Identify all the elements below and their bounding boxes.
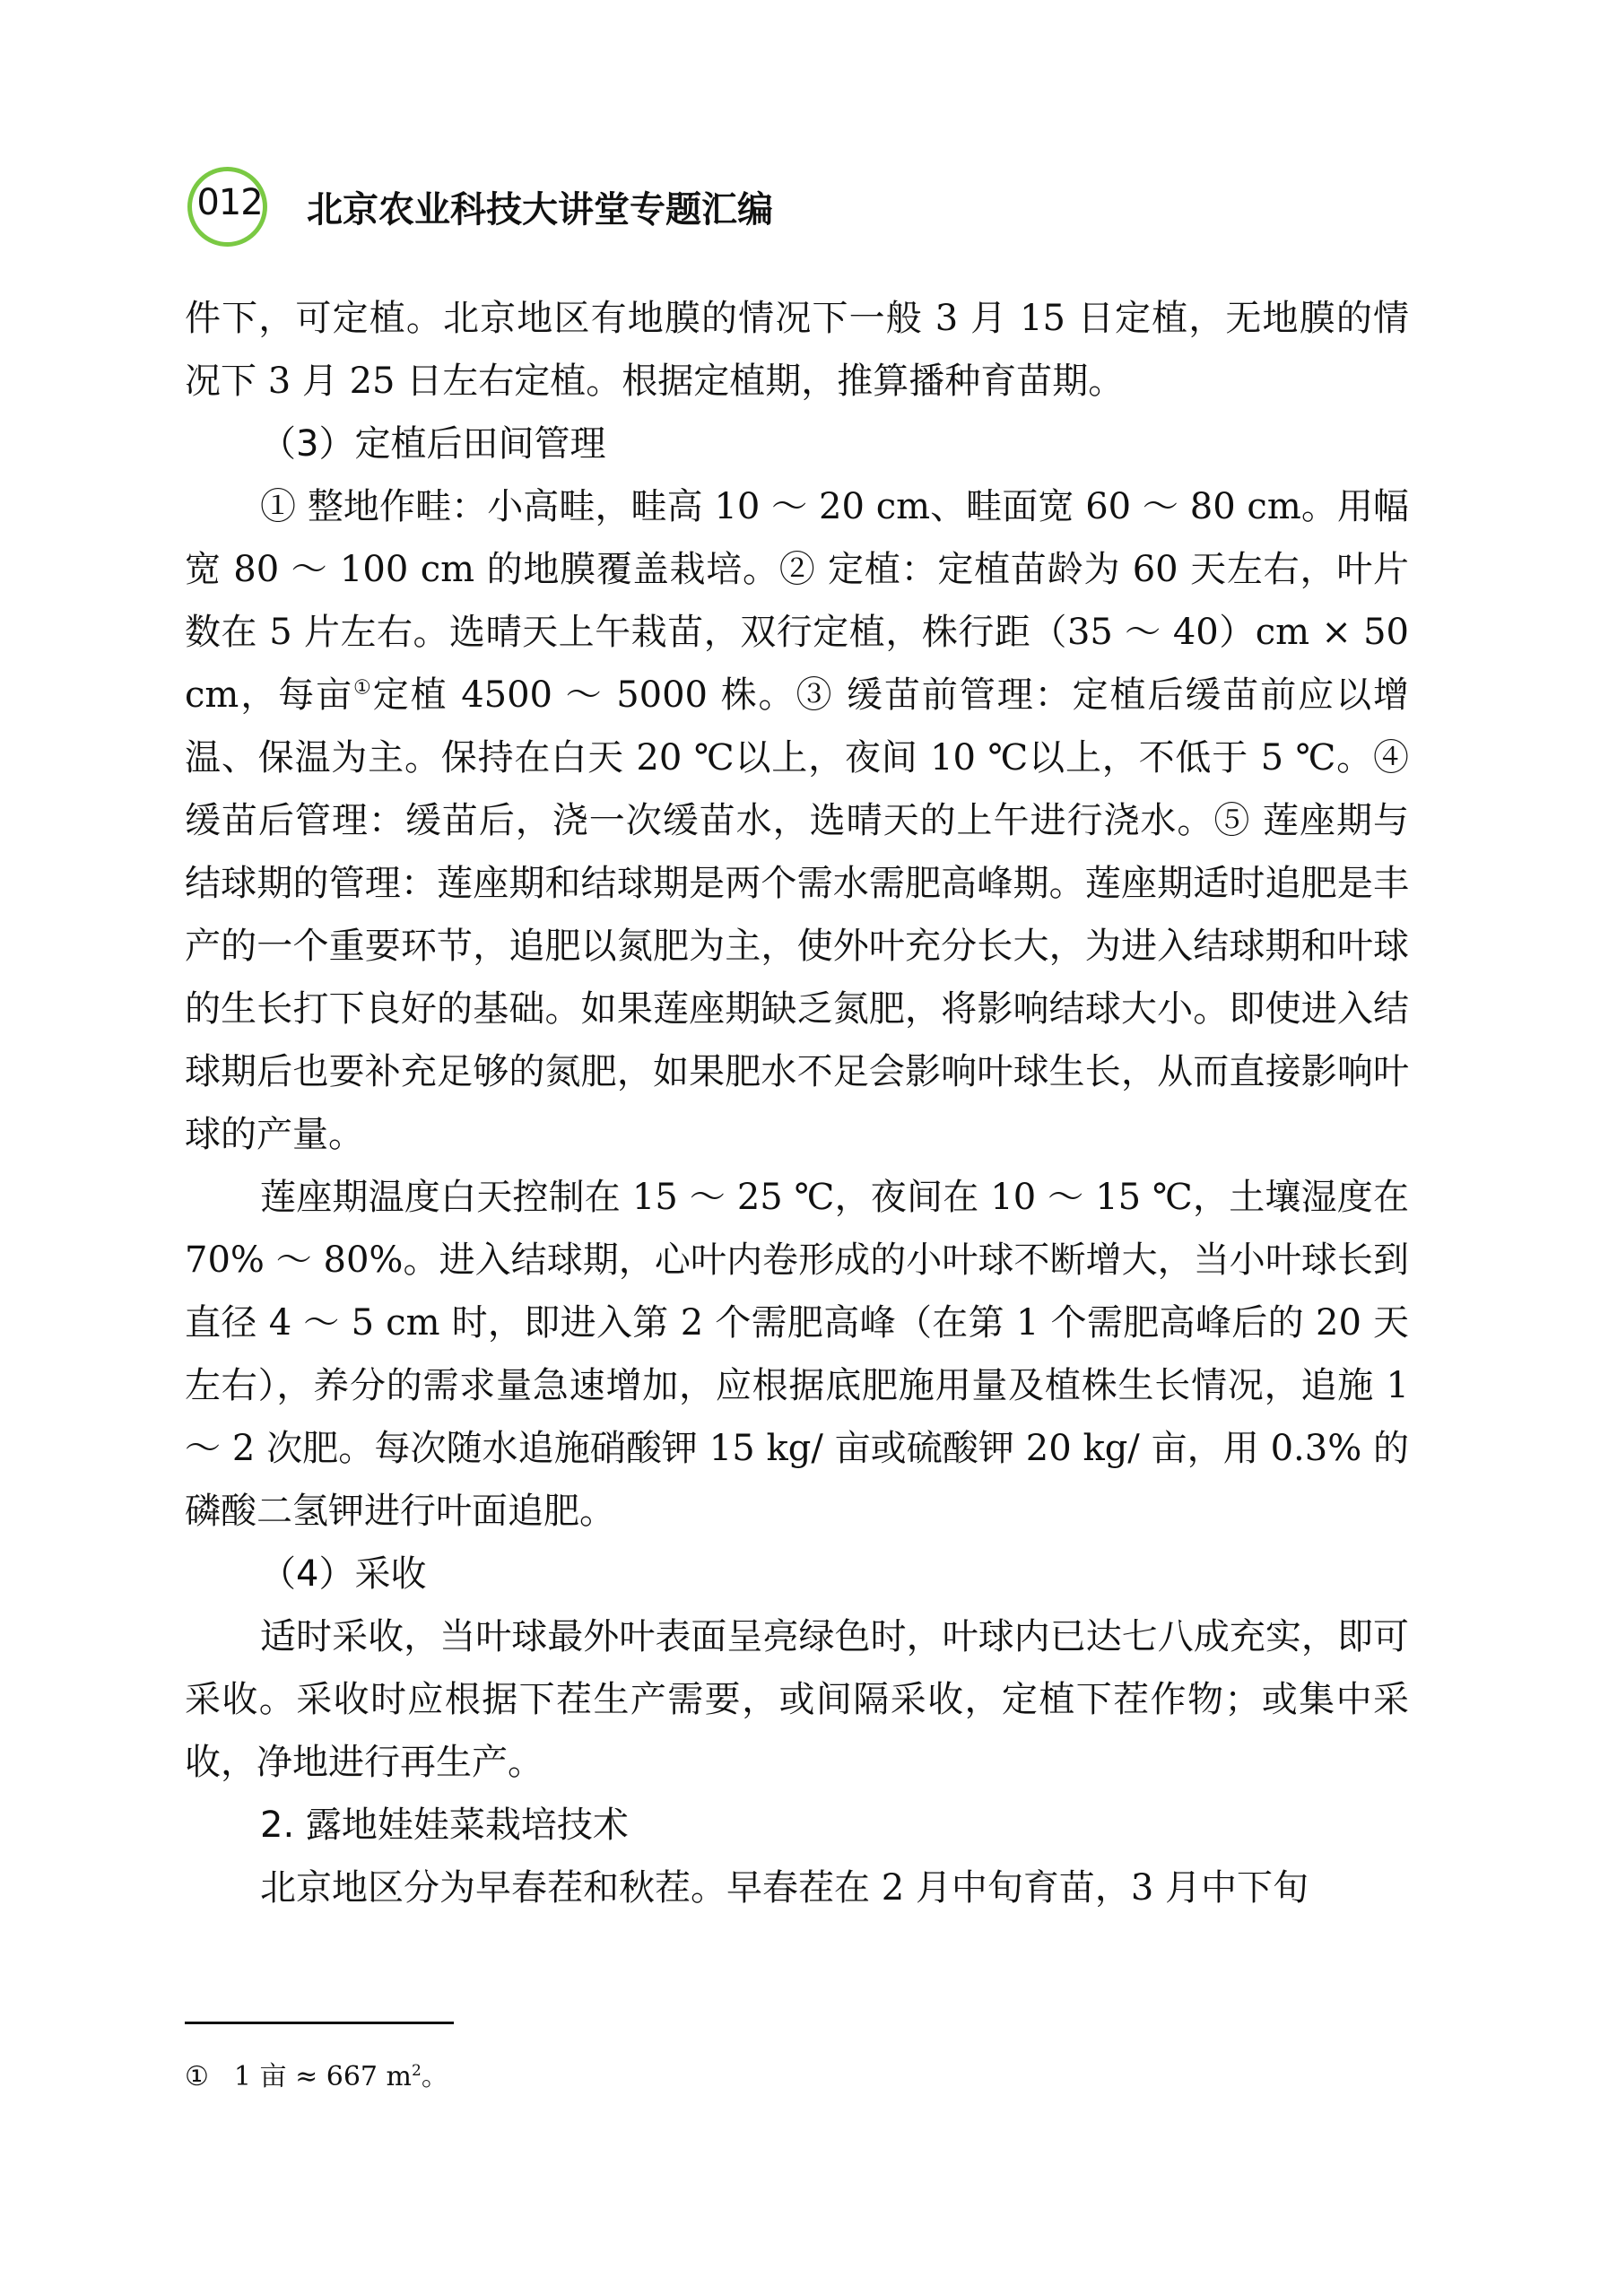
footnote [185, 2059, 448, 2095]
footnote-superscript: 2 [411, 2062, 422, 2080]
footnote-text: 1 亩 ≈ 667 m [233, 2061, 412, 2092]
paragraph-text: ① 整地作畦：小高畦，畦高 10 ～ 20 cm、畦面宽 60 ～ 80 cm。用幅宽 80 ～ 100 cm 的地膜覆盖栽培。② 定植：定植苗龄为 60 天左右，叶片数在 5 片左右。选晴天上午栽苗，双行定植，株行距（35 ～ 40）cm × 50 cm，每亩 [185, 486, 1409, 716]
footnote-divider [185, 2022, 454, 2024]
footnote-text-end: 。 [421, 2061, 448, 2092]
footnote-mark: ① [185, 2061, 209, 2092]
paragraph: 适时采收，当叶球最外叶表面呈亮绿色时，叶球内已达七八成充实，即可采收。采收时应根据下茬生产需要，或间隔采收，定植下茬作物；或集中采收，净地进行再生产。 [185, 1616, 1409, 1783]
page-number: 012 [196, 182, 263, 223]
section-heading: 2. 露地娃娃菜栽培技术 [260, 1805, 629, 1846]
section-heading: （3）定植后田间管理 [260, 423, 606, 465]
paragraph [185, 475, 1409, 1166]
paragraph-text: 定植 4500 ～ 5000 株。③ 缓苗前管理：定植后缓苗前应以增温、保温为主。保持在白天 20 ℃以上，夜间 10 ℃以上，不低于 5 ℃。④ 缓苗后管理：缓苗后，浇一次缓苗水，选晴天的上午进行浇水。⑤ 莲座期与结球期的管理：莲座期和结球期是两个需水需肥高峰期。莲座期适时追肥是丰产的一个重要环节，追肥以氮肥为主，使外叶充分长大，为进入结球期和叶球的生长打下良好的基础。如果莲座期缺乏氮肥，将影响结球大小。即使进入结球期后也要补充足够的氮肥，如果肥水不足会影响叶球生长，从而直接影响叶球的产量。 [185, 674, 1409, 1155]
footnote-reference[interactable]: ① [353, 676, 373, 700]
paragraph: 北京地区分为早春茬和秋茬。早春茬在 2 月中旬育苗，3 月中下旬 [260, 1867, 1309, 1909]
body-text [185, 287, 1409, 1919]
section-heading: （4）采收 [260, 1553, 427, 1595]
paragraph: 件下，可定植。北京地区有地膜的情况下一般 3 月 15 日定植，无地膜的情况下 3 月 25 日左右定植。根据定植期，推算播种育苗期。 [185, 298, 1409, 402]
paragraph: 莲座期温度白天控制在 15 ～ 25 ℃，夜间在 10 ～ 15 ℃，土壤湿度在 70% ～ 80%。进入结球期，心叶内卷形成的小叶球不断增大，当小叶球长到直径 4 ～ 5 cm 时，即进入第 2 个需肥高峰（在第 1 个需肥高峰后的 20 天左右），养分的需求量急速增加，应根据底肥施用量及植株生长情况，追施 1 ～ 2 次肥。每次随水追施硝酸钾 15 kg/ 亩或硫酸钾 20 kg/ 亩，用 0.3% 的磷酸二氢钾进行叶面追肥。 [185, 1177, 1409, 1532]
running-header-title: 北京农业科技大讲堂专题汇编 [307, 189, 773, 230]
